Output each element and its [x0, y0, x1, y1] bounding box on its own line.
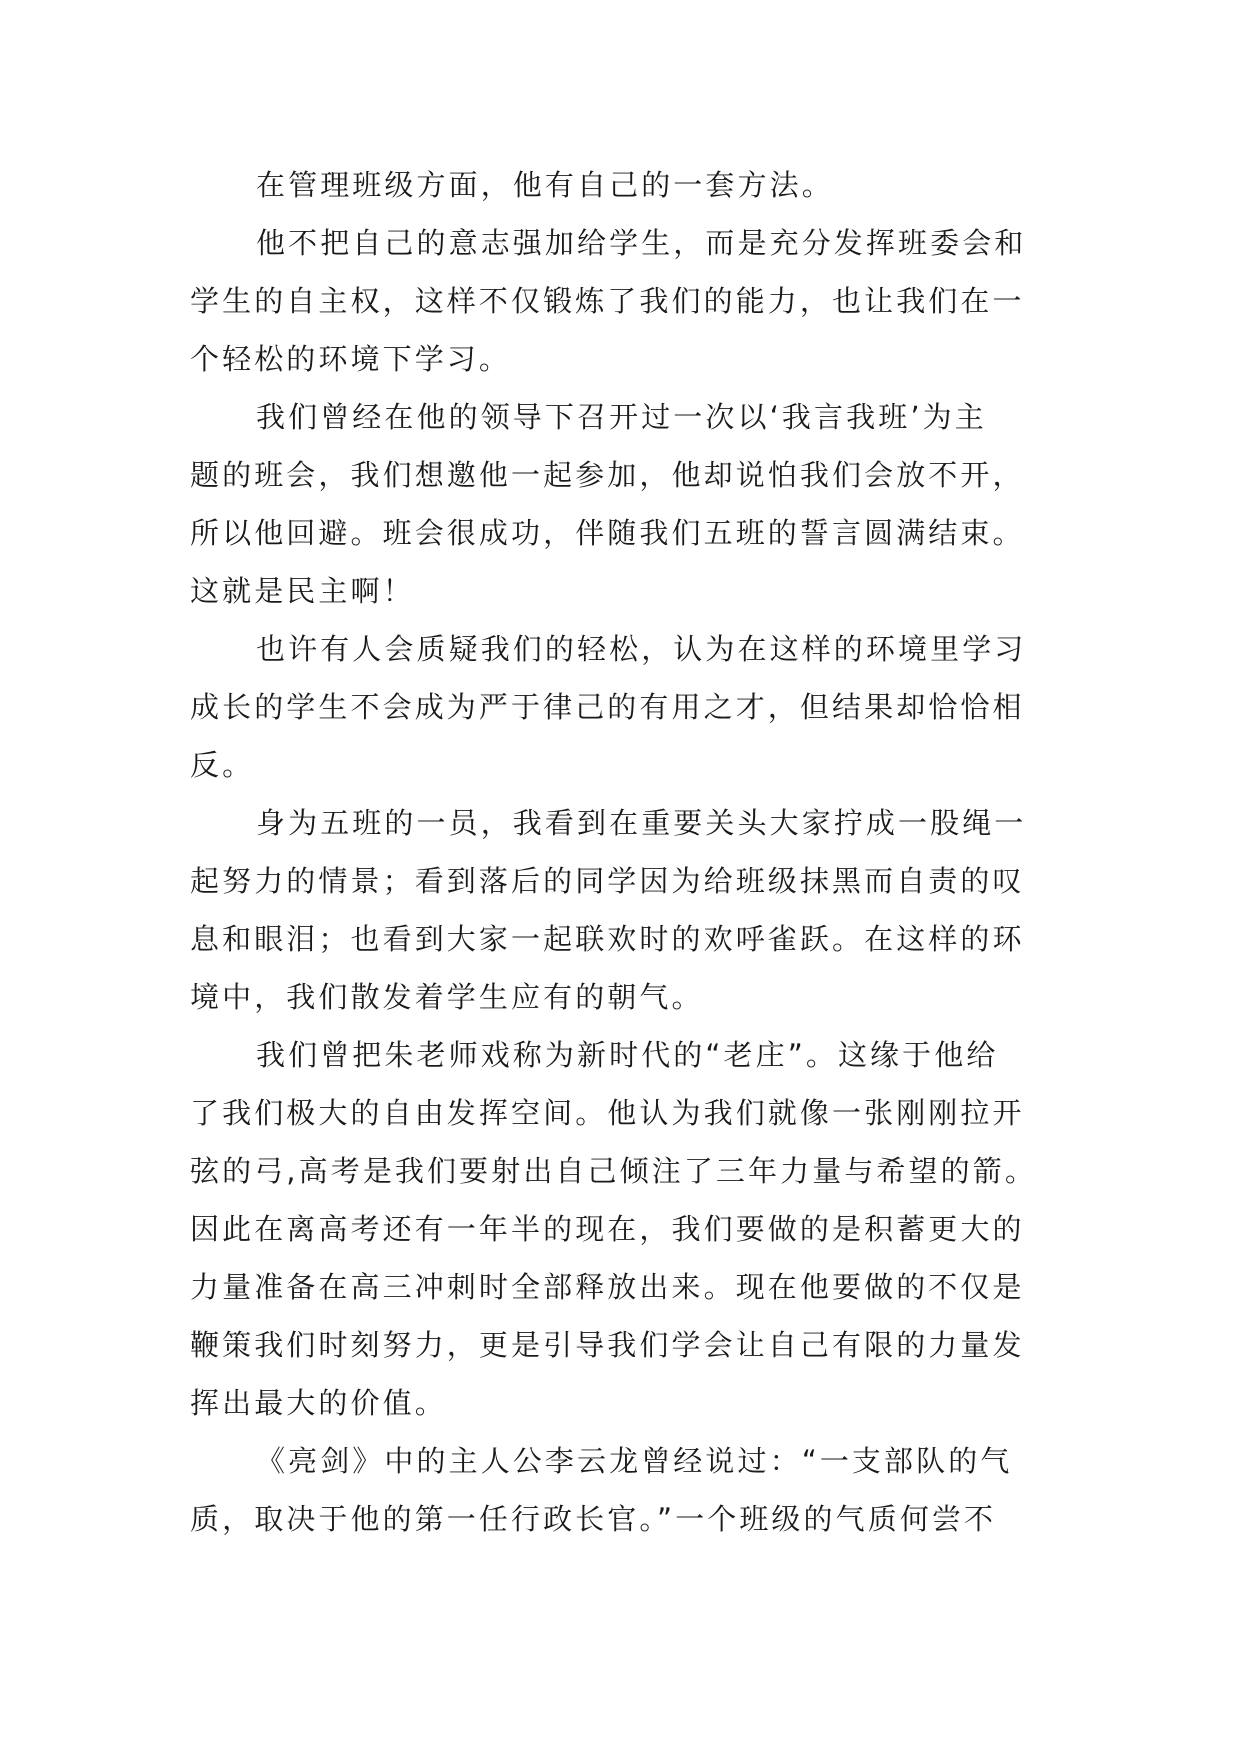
text-line: 成长的学生不会成为严于律己的有用之才，但结果却恰恰相 [190, 690, 1025, 724]
text-line: 这就是民主啊！ [190, 574, 415, 608]
paragraph [190, 620, 1050, 794]
text-line: 《亮剑》中的主人公李云龙曾经说过：“一支部队的气 [256, 1444, 1013, 1478]
document-body [190, 156, 1050, 1548]
text-line: 力量准备在高三冲刺时全部释放出来。现在他要做的不仅是 [190, 1270, 1025, 1304]
paragraph [190, 214, 1050, 388]
text-line: 反。 [190, 748, 255, 782]
paragraph [190, 156, 1050, 214]
text-line: 我们曾把朱老师戏称为新时代的“老庄”。这缘于他给 [256, 1038, 999, 1072]
text-line: 也许有人会质疑我们的轻松，认为在这样的环境里学习 [256, 632, 1027, 666]
text-line: 质，取决于他的第一任行政长官。”一个班级的气质何尝不 [190, 1502, 997, 1536]
paragraph [190, 1026, 1050, 1432]
text-line: 身为五班的一员，我看到在重要关头大家拧成一股绳一 [256, 806, 1027, 840]
paragraph [190, 1432, 1050, 1548]
text-line: 鞭策我们时刻努力，更是引导我们学会让自己有限的力量发 [190, 1328, 1025, 1362]
text-line: 起努力的情景；看到落后的同学因为给班级抹黑而自责的叹 [190, 864, 1025, 898]
paragraph [190, 388, 1050, 620]
text-line: 因此在离高考还有一年半的现在，我们要做的是积蓄更大的 [190, 1212, 1025, 1246]
text-line: 息和眼泪；也看到大家一起联欢时的欢呼雀跃。在这样的环 [190, 922, 1025, 956]
text-line: 境中，我们散发着学生应有的朝气。 [190, 980, 704, 1014]
text-line: 他不把自己的意志强加给学生，而是充分发挥班委会和 [256, 226, 1027, 260]
text-line: 挥出最大的价值。 [190, 1386, 447, 1420]
text-line: 在管理班级方面，他有自己的一套方法。 [256, 168, 834, 202]
text-line: 学生的自主权，这样不仅锻炼了我们的能力，也让我们在一 [190, 284, 1025, 318]
text-line: 我们曾经在他的领导下召开过一次以‘我言我班’为主 [256, 400, 987, 434]
text-line: 了我们极大的自由发挥空间。他认为我们就像一张刚刚拉开 [190, 1096, 1025, 1130]
text-line: 题的班会，我们想邀他一起参加，他却说怕我们会放不开， [190, 458, 1025, 492]
text-line: 所以他回避。班会很成功，伴随我们五班的誓言圆满结束。 [190, 516, 1025, 550]
paragraph [190, 794, 1050, 1026]
text-line: 个轻松的环境下学习。 [190, 342, 512, 376]
text-line: 弦的弓,高考是我们要射出自己倾注了三年力量与希望的箭。 [190, 1154, 1037, 1188]
